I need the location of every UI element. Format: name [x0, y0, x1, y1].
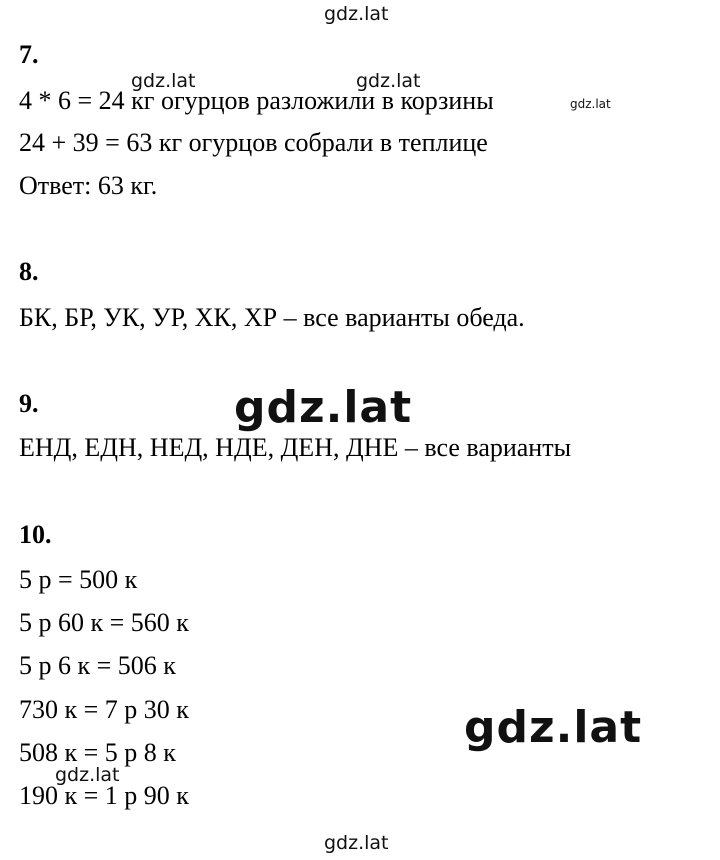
task-7-answer: Ответ: 63 кг.	[19, 171, 158, 200]
watermark-small: gdz.lat	[570, 97, 611, 111]
task-8-line-1: БК, БР, УК, УР, ХК, ХР – все варианты обеда.	[19, 303, 525, 332]
watermark-large-right: gdz.lat	[464, 702, 643, 753]
task-7-line-1: 4 * 6 = 24 кг огурцов разложили в корзины	[19, 86, 494, 115]
watermark-bottom: gdz.lat	[324, 832, 389, 854]
task-10-line-6: 190 к = 1 р 90 к	[19, 781, 189, 810]
task-10-line-1: 5 р = 500 к	[19, 565, 138, 594]
task-number-9: 9.	[19, 389, 39, 418]
task-7-line-2: 24 + 39 = 63 кг огурцов собрали в теплице	[19, 128, 488, 157]
task-10-line-3: 5 р 6 к = 506 к	[19, 651, 176, 680]
task-number-10: 10.	[19, 520, 52, 549]
task-number-8: 8.	[19, 257, 39, 286]
task-number-7: 7.	[19, 40, 39, 69]
task-10-line-2: 5 р 60 к = 560 к	[19, 608, 189, 637]
watermark-bottom-left: gdz.lat	[55, 764, 120, 786]
watermark-left: gdz.lat	[131, 70, 196, 92]
task-10-line-5: 508 к = 5 р 8 к	[19, 738, 176, 767]
watermark-center: gdz.lat	[356, 70, 421, 92]
watermark-large-center: gdz.lat	[234, 382, 413, 433]
task-10-line-4: 730 к = 7 р 30 к	[19, 695, 189, 724]
watermark-top: gdz.lat	[324, 3, 389, 25]
task-9-line-1: ЕНД, ЕДН, НЕД, НДЕ, ДЕН, ДНЕ – все варианты	[19, 433, 572, 462]
